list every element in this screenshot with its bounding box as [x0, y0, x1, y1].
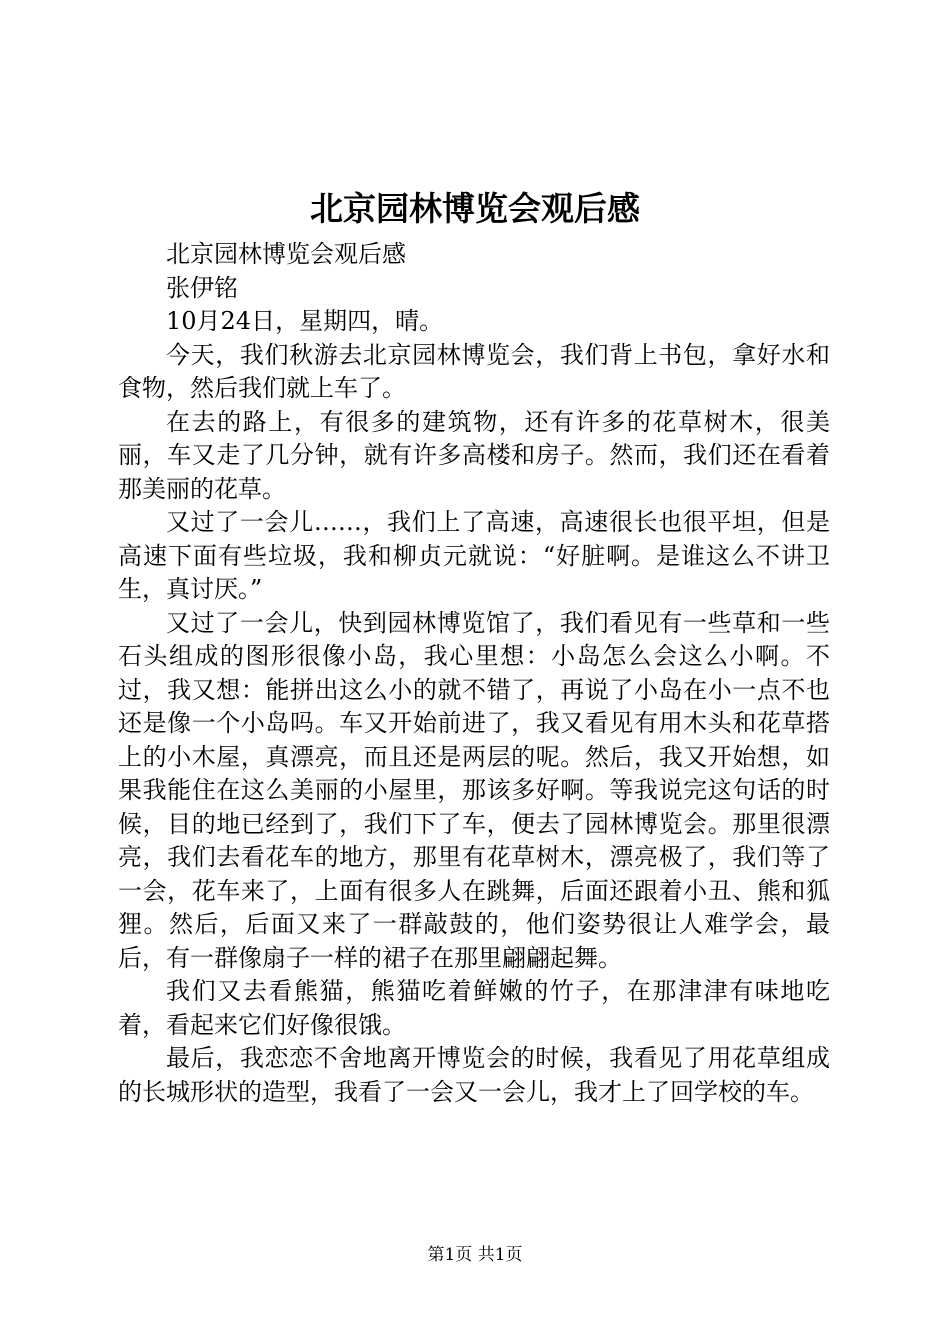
paragraph: 又过了一会儿……，我们上了高速，高速很长也很平坦，但是高速下面有些垃圾，我和柳贞元就说：“好脏啊。是谁这么不讲卫生，真讨厌。”: [118, 508, 830, 603]
author-line: 张伊铭: [166, 273, 238, 302]
document-title: 北京园林博览会观后感: [310, 189, 640, 228]
paragraph: 今天，我们秋游去北京园林博览会，我们背上书包，拿好水和食物，然后我们就上车了。: [118, 340, 830, 402]
document-body: [118, 238, 830, 1109]
subtitle-line: 北京园林博览会观后感: [166, 240, 406, 268]
date-line: 10月24日，星期四，晴。: [166, 307, 444, 335]
page-footer: 第1页 共1页: [427, 1245, 523, 1265]
paragraph: 又过了一会儿，快到园林博览馆了，我们看见有一些草和一些石头组成的图形很像小岛，我心里想：小岛怎么会这么小啊。不过，我又想：能拼出这么小的就不错了，再说了小岛在小一点不也还是像一个小岛吗。车又开始前进了，我又看见有用木头和花草搭上的小木屋，真漂亮，而且还是两层的呢。然后，我又开始想，如果我能住在这么美丽的小屋里，那该多好啊。等我说完这句话的时候，目的地已经到了，我们下了车，便去了园林博览会。那里很漂亮，我们去看花车的地方，那里有花草树木，漂亮极了，我们等了一会，花车来了，上面有很多人在跳舞，后面还跟着小丑、熊和狐狸。然后，后面又来了一群敲鼓的，他们姿势很让人难学会，最后，有一群像扇子一样的裙子在那里翩翩起舞。: [118, 608, 830, 972]
paragraph: 在去的路上，有很多的建筑物，还有许多的花草树木，很美丽，车又走了几分钟，就有许多高楼和房子。然而，我们还在看着那美丽的花草。: [118, 407, 830, 503]
paragraph: 最后，我恋恋不舍地离开博览会的时候，我看见了用花草组成的长城形状的造型，我看了一会又一会儿，我才上了回学校的车。: [118, 1044, 830, 1106]
paragraph: 我们又去看熊猫，熊猫吃着鲜嫩的竹子，在那津津有味地吃着，看起来它们好像很饿。: [118, 977, 830, 1039]
